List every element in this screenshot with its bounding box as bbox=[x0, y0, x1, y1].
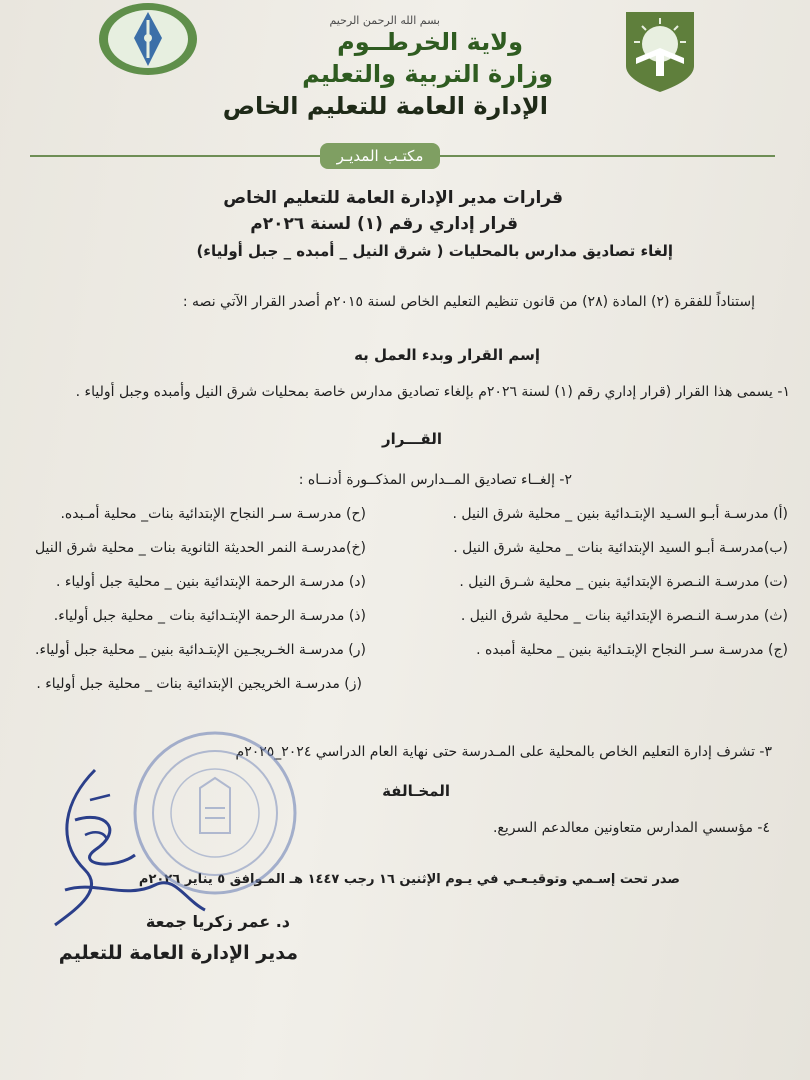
decisions-title: قرارات مدير الإدارة العامة للتعليم الخاص bbox=[223, 188, 563, 208]
sunrise-tree-emblem-icon bbox=[618, 8, 702, 94]
signatory-name: د. عمر زكريا جمعة bbox=[145, 912, 290, 931]
preamble-text: إستناداً للفقرة (٢) المادة (٢٨) من قانون تنظيم التعليم الخاص لسنة ٢٠١٥م أصدر القرار الآتي نصه : bbox=[182, 294, 755, 310]
state-name: ولاية الخرطــوم bbox=[337, 28, 523, 56]
school-item: (ث) مدرسـة النـصرة الإبتدائية بنات _ محلية شرق النيل . bbox=[460, 608, 788, 624]
bismillah-text: بسم الله الرحمن الرحيم bbox=[329, 14, 440, 27]
school-item: (ب)مدرسـة أبـو السيد الإبتدائية بنات _ محلية شرق النيل . bbox=[453, 540, 788, 556]
pen-nib-emblem-icon bbox=[98, 2, 198, 76]
section-heading-decision: القـــرار bbox=[381, 430, 442, 448]
school-item: (خ)مدرسـة النمر الحديثة الثانوية بنات _ محلية شرق النيل bbox=[34, 540, 366, 556]
item-3: ٣- تشرف إدارة التعليم الخاص بالمحلية على المـدرسة حتى نهاية العام الدراسي ٢٠٢٤_٢٠٢٥م bbox=[235, 744, 772, 760]
item-2: ٢- إلغــاء تصاديق المــدارس المذكــورة أدنــاه : bbox=[298, 472, 572, 488]
item-1: ١- يسمى هذا القرار (قرار إداري رقم (١) لسنة ٢٠٢٦م بإلغاء تصاديق مدارس خاصة بمحليات شرق النيل وأمبده وجبل أولياء . bbox=[75, 384, 790, 400]
section-heading-violation: المخـالفة bbox=[382, 782, 450, 800]
section-heading-name: إسم القرار وبدء العمل به bbox=[354, 346, 540, 364]
school-item: (أ) مدرسـة أبـو السـيد الإبتـدائية بنين _ محلية شرق النيل . bbox=[452, 506, 788, 522]
item-4: ٤- مؤسسي المدارس متعاونين معالدعم السريع. bbox=[492, 820, 770, 836]
school-item: (ت) مدرسـة النـصرة الإبتدائية بنين _ محلية شـرق النيل . bbox=[459, 574, 788, 590]
school-item: (ر) مدرسـة الخـريجـين الإبتـدائية بنين _ محلية جبل أولياء. bbox=[35, 642, 366, 658]
signatory-title: مدير الإدارة العامة للتعليم bbox=[58, 942, 298, 964]
school-item: (ذ) مدرسـة الرحمة الإبتـدائية بنات _ محلية جبل أولياء. bbox=[53, 608, 366, 624]
office-badge: مكتـب المديـر bbox=[320, 143, 440, 169]
school-item: (د) مدرسـة الرحمة الإبتدائية بنين _ محلية جبل أولياء . bbox=[56, 574, 366, 590]
ministry-name: وزارة التربية والتعليم bbox=[302, 60, 553, 88]
department-name: الإدارة العامة للتعليم الخاص bbox=[222, 92, 548, 120]
decision-subject: إلغاء تصاديق مدارس بالمحليات ( شرق النيل _ أمبده _ جبل أولياء) bbox=[196, 242, 673, 260]
school-item: (ح) مدرسـة سـر النجاح الإبتدائية بنات_ محلية أمـبده. bbox=[60, 506, 366, 522]
school-item: (ز) مدرسـة الخريجين الإبتدائية بنات _ محلية جبل أولياء . bbox=[36, 676, 362, 692]
issued-statement: صدر تحت إسـمي وتوقيـعـي في يـوم الإثنين ١٦ رجب ١٤٤٧ هـ المـوافق ٥ يناير ٢٠٢٦م bbox=[138, 872, 680, 887]
school-item: (ج) مدرسـة سـر النجاح الإبتـدائية بنين _ محلية أمبده . bbox=[476, 642, 788, 658]
decision-number: قرار إداري رقم (١) لسنة ٢٠٢٦م bbox=[250, 214, 518, 234]
